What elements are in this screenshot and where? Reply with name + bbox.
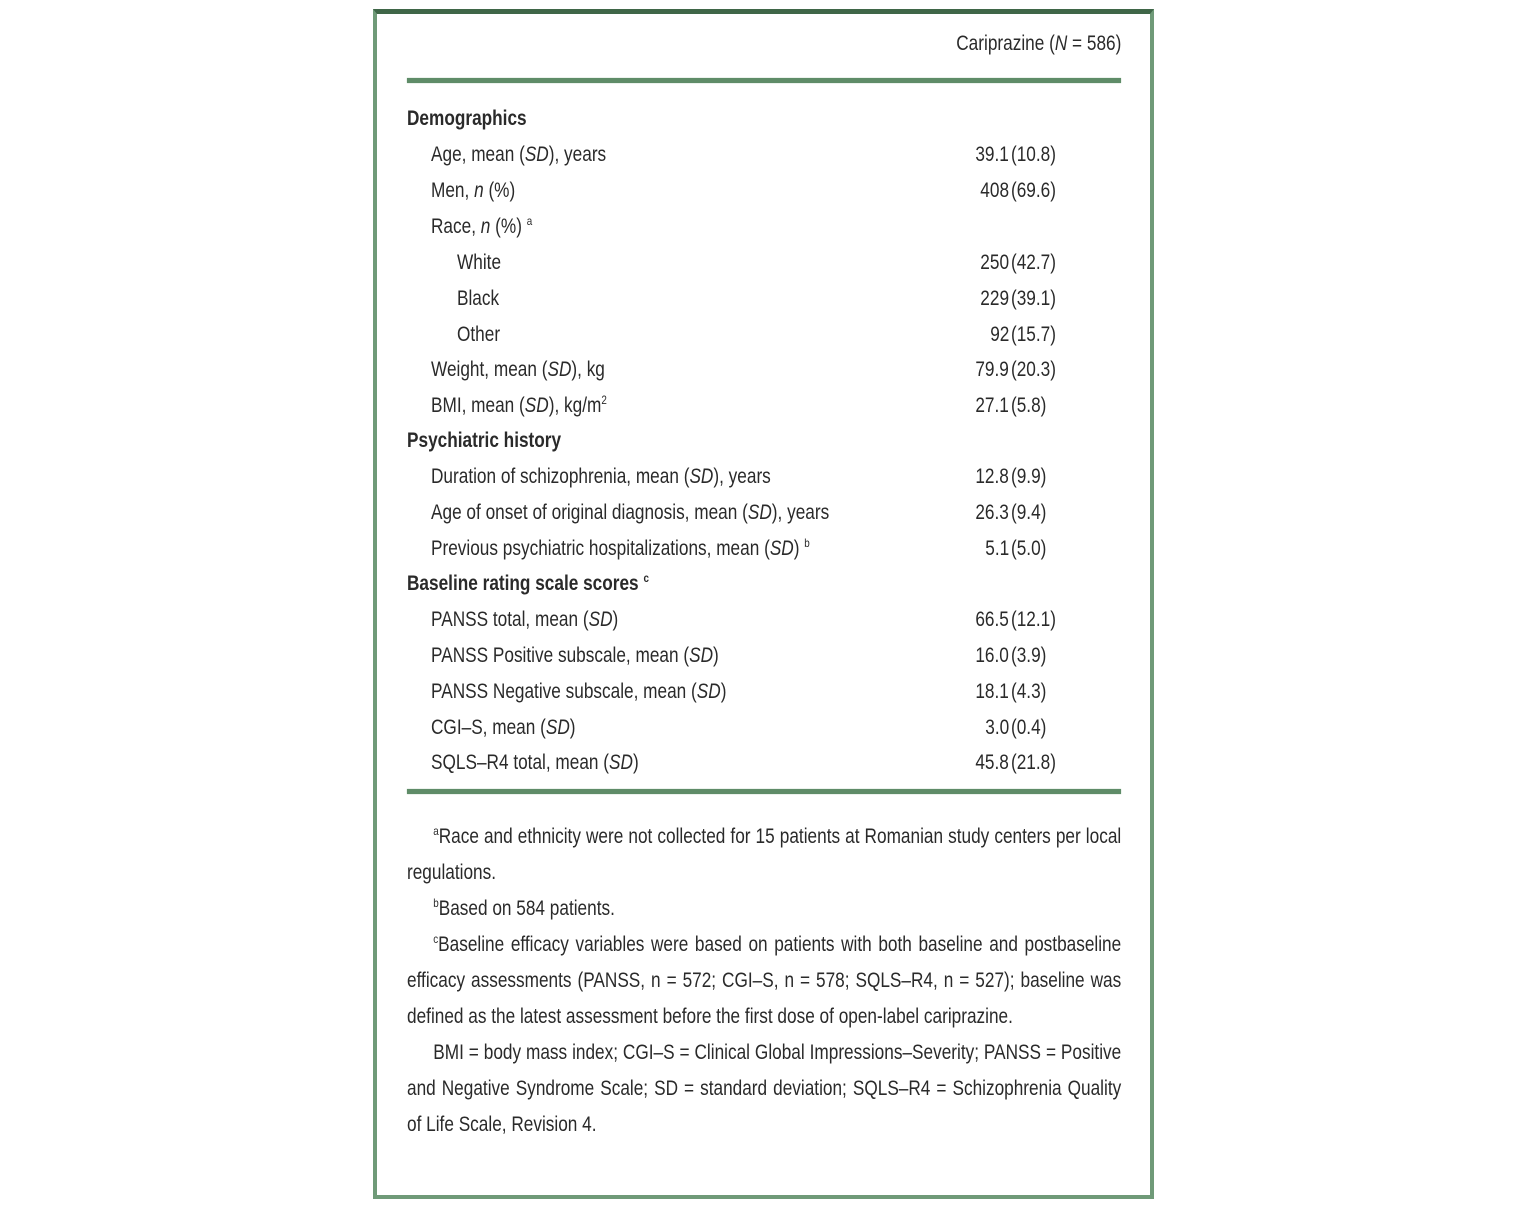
row-label: CGI–S, mean (SD) bbox=[431, 716, 576, 739]
row-value: 16.0 bbox=[975, 644, 1009, 667]
table-row bbox=[407, 716, 1121, 752]
section-demographics bbox=[407, 107, 1121, 143]
row-value: 229 bbox=[980, 287, 1009, 310]
row-sd: (10.8) bbox=[1011, 143, 1056, 166]
row-value: 3.0 bbox=[985, 716, 1009, 739]
row-sd: (5.0) bbox=[1011, 537, 1047, 560]
table-row bbox=[407, 251, 1121, 287]
footnote-marker: c bbox=[643, 571, 649, 585]
row-sd: (42.7) bbox=[1011, 251, 1056, 274]
section-title: Psychiatric history bbox=[407, 429, 562, 452]
row-label: Race, n (%) $^a$ bbox=[431, 214, 533, 238]
table-row bbox=[407, 537, 1121, 573]
row-sd: (9.9) bbox=[1011, 465, 1047, 488]
table-row bbox=[407, 751, 1121, 787]
row-value: 408 bbox=[980, 179, 1009, 202]
row-label: Age of onset of original diagnosis, mean (SD), years bbox=[431, 501, 830, 524]
row-sd: (39.1) bbox=[1011, 287, 1056, 310]
footnote-marker: b bbox=[804, 536, 810, 550]
row-label: PANSS Positive subscale, mean (SD) bbox=[431, 644, 719, 667]
section-psychiatric-history bbox=[407, 429, 1121, 465]
footnote-a: $^a$Race and ethnicity were not collected for 15 patients at Romanian study centers per local regulations. bbox=[407, 824, 1122, 884]
table-row bbox=[407, 215, 1121, 251]
footnote-c: $^c$Baseline efficacy variables were based on patients with both baseline and postbaseline efficacy assessments (PANSS, n = 572; CGI–S, n = 578; SQLS–R4, n = 527); baseline was defined as the latest assessment before the first dose of open-label cariprazine. bbox=[407, 932, 1122, 1028]
footnote-marker: a bbox=[526, 214, 533, 228]
row-label: Black bbox=[457, 287, 500, 310]
footnote-b: $^b$Based on 584 patients. bbox=[433, 896, 615, 920]
table-row bbox=[407, 143, 1121, 179]
row-value: 27.1 bbox=[975, 394, 1009, 417]
section-title: Baseline rating scale scores $^c$ bbox=[407, 571, 649, 595]
row-label: Age, mean (SD), years bbox=[431, 143, 607, 166]
abbreviations-note: BMI = body mass index; CGI–S = Clinical Global Impressions–Severity; PANSS = Positive and Negative Syndrome Scale; SD = standard deviation; SQLS–R4 = Schizophrenia Quality of Life Scale, Revision 4. bbox=[407, 1041, 1122, 1136]
footer-rule bbox=[407, 789, 1121, 794]
row-sd: (12.1) bbox=[1011, 608, 1056, 631]
row-value: 12.8 bbox=[975, 465, 1009, 488]
table-row bbox=[407, 323, 1121, 359]
row-sd: (3.9) bbox=[1011, 644, 1047, 667]
row-value: 5.1 bbox=[985, 537, 1009, 560]
column-header: Cariprazine (N = 586) bbox=[955, 32, 1121, 55]
row-value: 18.1 bbox=[975, 680, 1009, 703]
row-sd: (0.4) bbox=[1011, 716, 1047, 739]
table-row bbox=[407, 179, 1121, 215]
row-label: White bbox=[457, 251, 502, 274]
row-sd: (4.3) bbox=[1011, 680, 1047, 703]
row-label: Other bbox=[457, 323, 501, 346]
row-value: 79.9 bbox=[975, 358, 1009, 381]
table-row bbox=[407, 358, 1121, 394]
row-value: 92 bbox=[989, 323, 1009, 346]
row-label: Weight, mean (SD), kg bbox=[431, 358, 605, 381]
row-label: Previous psychiatric hospitalizations, mean (SD) $^b$ bbox=[431, 536, 810, 560]
row-sd: (21.8) bbox=[1011, 751, 1056, 774]
section-title: Demographics bbox=[407, 107, 527, 130]
row-sd: (5.8) bbox=[1011, 394, 1047, 417]
table-footnotes bbox=[407, 819, 1121, 1143]
row-sd: (9.4) bbox=[1011, 501, 1047, 524]
table-row bbox=[407, 501, 1121, 537]
row-label: PANSS Negative subscale, mean (SD) bbox=[431, 680, 727, 703]
table-row bbox=[407, 465, 1121, 501]
table-frame bbox=[373, 9, 1154, 1199]
table-row bbox=[407, 287, 1121, 323]
row-value: 45.8 bbox=[975, 751, 1009, 774]
table-row bbox=[407, 680, 1121, 716]
row-sd: (15.7) bbox=[1011, 323, 1056, 346]
row-value: 250 bbox=[980, 251, 1009, 274]
row-label: Men, n (%) bbox=[431, 179, 516, 202]
row-value: 26.3 bbox=[975, 501, 1009, 524]
table-row bbox=[407, 608, 1121, 644]
section-baseline-scores bbox=[407, 572, 1121, 608]
row-sd: (69.6) bbox=[1011, 179, 1056, 202]
row-label: PANSS total, mean (SD) bbox=[431, 608, 619, 631]
row-value: 66.5 bbox=[975, 608, 1009, 631]
table-row bbox=[407, 644, 1121, 680]
row-sd: (20.3) bbox=[1011, 358, 1056, 381]
row-label: Duration of schizophrenia, mean (SD), years bbox=[431, 465, 771, 488]
row-label: SQLS–R4 total, mean (SD) bbox=[431, 751, 639, 774]
row-value: 39.1 bbox=[975, 143, 1009, 166]
header-rule bbox=[407, 78, 1121, 83]
row-label: BMI, mean (SD), $kg/m^2$ bbox=[431, 393, 607, 417]
table-row bbox=[407, 394, 1121, 430]
